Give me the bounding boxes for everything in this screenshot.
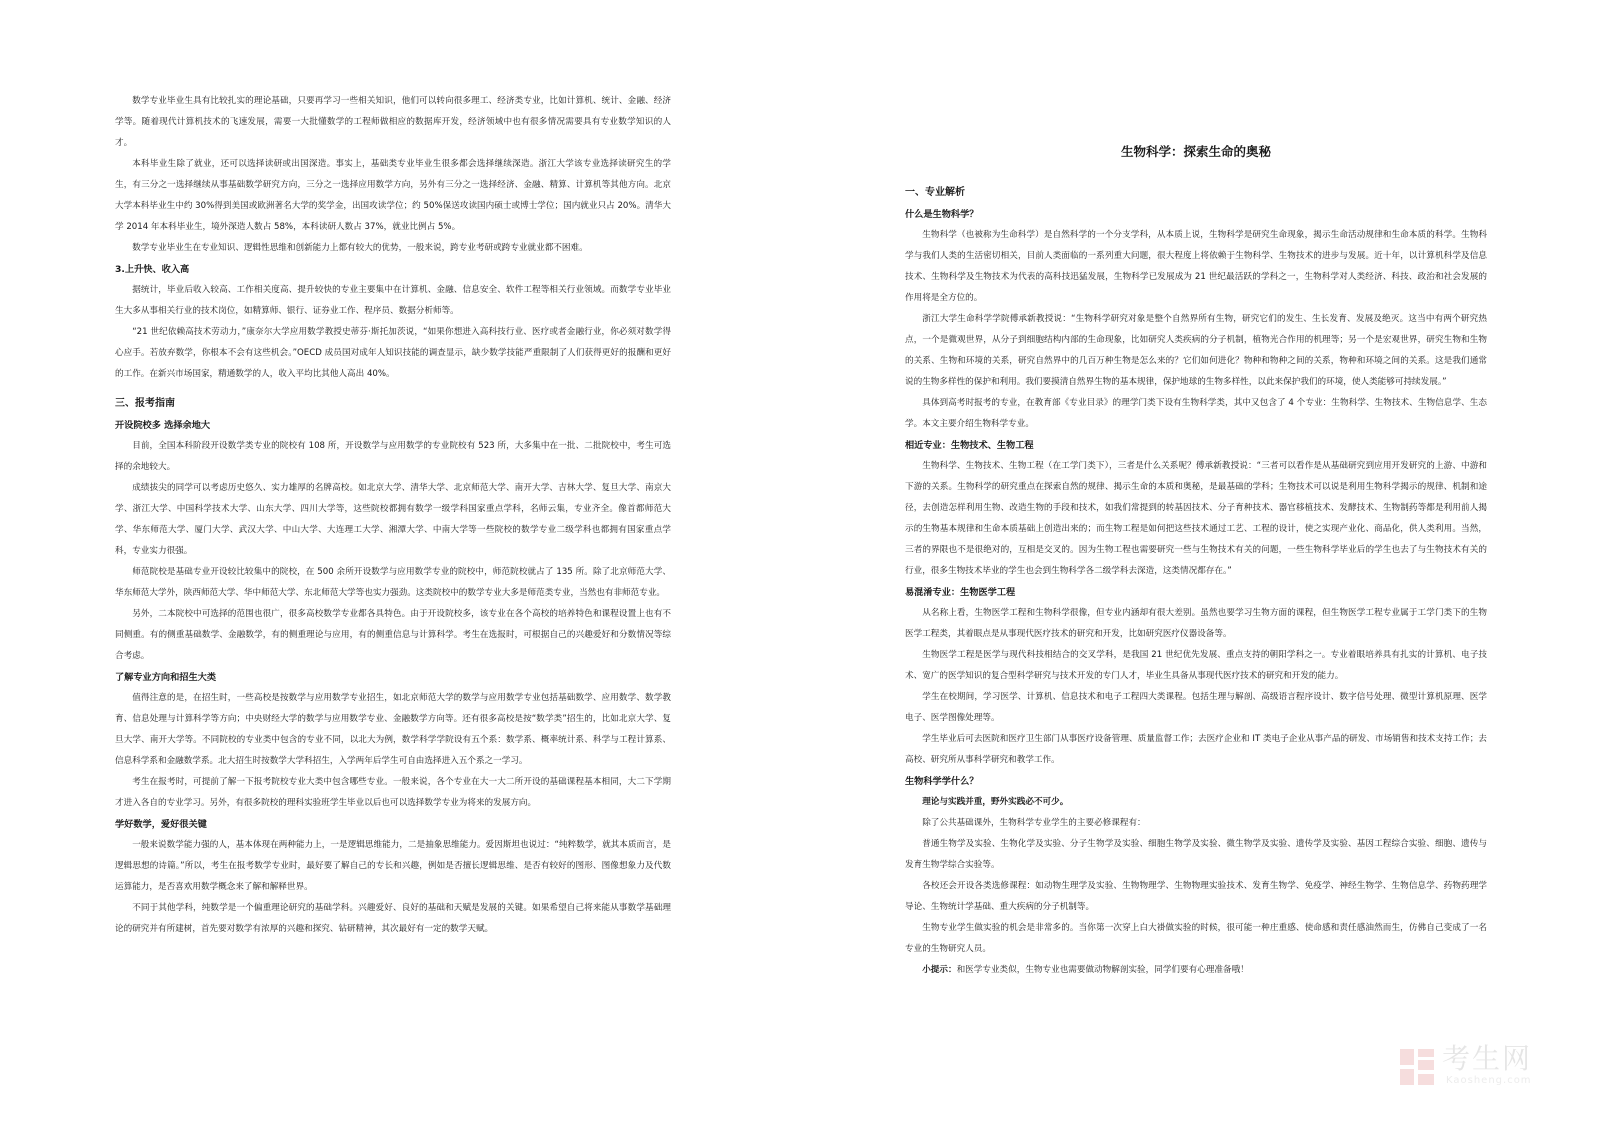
paragraph: 生物科学（也被称为生命科学）是自然科学的一个分支学科，从本质上说，生物科学是研究生命现象，揭示生命活动规律和生命本质的科学。生物科学与我们人类的生活密切相关，目前人类面临的一系列重大问题，很大程度上将依赖于生物科学、生物技术的进步与发展。近十年，以计算机科学及信息技术、生物科学及生物技术为代表的高科技迅猛发展，生物科学已发展成为 21 世纪最活跃的学科之一，生物科学对人类经济、科技、政治和社会发展的作用将是全方位的。: [905, 230, 1487, 303]
subheading-related: 相近专业：生物技术、生物工程: [905, 440, 1034, 451]
watermark-text: 考生网: [1442, 1042, 1533, 1075]
subheading-schools: 开设院校多 选择余地大: [115, 420, 211, 431]
section-heading-income: 3.上升快、收入高: [115, 264, 190, 275]
paragraph: “21 世纪依赖高技术劳动力，”康奈尔大学应用数学教授史蒂芬·斯托加茨说，“如果你想进入高科技行业、医疗或者金融行业，你必须对数学得心应手。若放弃数学，你根本不会有这些机会。”OECD 成员国对成年人知识技能的调查显示，缺少数学技能严重限制了人们获得更好的报酬和更好的工作。在新兴市场国家，精通数学的人，收入平均比其他人高出 40%。: [115, 327, 671, 379]
paragraph: 除了公共基础课外，生物科学专业学生的主要必修课程有：: [922, 818, 1146, 828]
subheading-confuse: 易混淆专业：生物医学工程: [905, 587, 1016, 598]
paragraph: 数学专业毕业生在专业知识、逻辑性思维和创新能力上都有较大的优势，一般来说，跨专业考研或跨专业就业都不困难。: [132, 243, 588, 253]
left-column: [115, 0, 671, 940]
watermark-url: Kaosheng.com: [1446, 1075, 1532, 1086]
paragraph: 从名称上看，生物医学工程和生物科学很像，但专业内涵却有很大差别。虽然也要学习生物方面的课程，但生物医学工程专业属于工学门类下的生物医学工程类，其着眼点是从事现代医疗技术的研究和开发，比如研究医疗仪器设备等。: [905, 608, 1487, 639]
paragraph: 值得注意的是，在招生时，一些高校是按数学与应用数学专业招生，如北京师范大学的数学与应用数学专业包括基础数学、应用数学、数学教育、信息处理与计算科学等方向；中央财经大学的数学与应用数学专业、金融数学方向等。还有很多高校是按“数学类”招生的，比如北京大学、复旦大学、南开大学等。不同院校的专业类中包含的专业不同，以北大为例，数学科学学院设有五个系：数学系、概率统计系、科学与工程计算系、信息科学系和金融数学系。北大招生时按数学大学科招生，入学两年后学生可自由选择进入五个系之一学习。: [115, 693, 671, 766]
paragraph: 成绩拔尖的同学可以考虑历史悠久、实力雄厚的名牌高校。如北京大学、清华大学、北京师范大学、南开大学、吉林大学、复旦大学、南京大学、浙江大学、中国科学技术大学、山东大学、四川大学等，这些院校都拥有数学一级学科国家重点学科，名师云集，专业齐全。像首都师范大学、华东师范大学、厦门大学、武汉大学、中山大学、大连理工大学、湘潭大学、中南大学等一些院校的数学专业二级学科也都拥有国家重点学科，专业实力很强。: [115, 483, 671, 556]
paragraph-emphasis: 理论与实践并重，野外实践必不可少。: [922, 797, 1069, 807]
paragraph: 生物医学工程是医学与现代科技相结合的交叉学科，是我国 21 世纪优先发展、重点支持的朝阳学科之一。专业着眼培养具有扎实的计算机、电子技术、宽广的医学知识的复合型科学研究与技术开发的专门人才，毕业生具备从事现代医疗技术的研究和开发的能力。: [905, 650, 1487, 681]
paragraph: 具体到高考时报考的专业，在教育部《专业目录》的理学门类下设有生物科学类，其中又包含了 4 个专业：生物科学、生物技术、生物信息学、生态学。本文主要介绍生物科学专业。: [905, 398, 1487, 429]
paragraph: 生物专业学生做实验的机会是非常多的。当你第一次穿上白大褂做实验的时候，很可能一种庄重感、使命感和责任感油然而生，仿佛自己变成了一名专业的生物研究人员。: [905, 923, 1487, 954]
paragraph: 数学专业毕业生具有比较扎实的理论基础，只要再学习一些相关知识，他们可以转向很多理工、经济类专业，比如计算机、统计、金融、经济学等。随着现代计算机技术的飞速发展，需要一大批懂数学的工程师做相应的数据库开发，经济领域中也有很多情况需要具有专业数学知识的人才。: [115, 96, 671, 148]
watermark: [1398, 1043, 1578, 1091]
subheading-what: 什么是生物科学？: [905, 209, 979, 220]
subheading-enroll: 了解专业方向和招生大类: [115, 672, 217, 683]
section-heading-guide: 三、报考指南: [115, 398, 175, 409]
spacer: [115, 385, 671, 393]
paragraph: 据统计，毕业后收入较高、工作相关度高、提升较快的专业主要集中在计算机、金融、信息安全、软件工程等相关行业领域。而数学专业毕业生大多从事相关行业的技术岗位，如精算师、银行、证券业工作、程序员、数据分析师等。: [115, 285, 671, 316]
right-column: [905, 0, 1487, 981]
kaosheng-logo-icon: [1398, 1047, 1436, 1087]
paragraph: 普通生物学及实验、生物化学及实验、分子生物学及实验、细胞生物学及实验、微生物学及实验、遗传学及实验、基因工程综合实验、细胞、遗传与发育生物学综合实验等。: [905, 839, 1487, 870]
subheading-study: 生物科学学什么？: [905, 776, 979, 787]
paragraph: 本科毕业生除了就业，还可以选择读研或出国深造。事实上，基础类专业毕业生很多都会选择继续深造。浙江大学该专业选择读研究生的学生，有三分之一选择继续从事基础数学研究方向，三分之一选择应用数学方向，另外有三分之一选择经济、金融、精算、计算机等其他方向。北京大学本科毕业生中约 30%得到美国或欧洲著名大学的奖学金，出国攻读学位；约 50%保送攻读国内硕士或博士学位；国内就业只占 20%。清华大学 2014 年本科毕业生，境外深造人数占 58%，本科读研人数占 37%，就业比例占 5%。: [115, 159, 671, 232]
paragraph: 浙江大学生命科学学院傅承新教授说：“生物科学研究对象是整个自然界所有生物，研究它们的发生、生长发育、发展及绝灭。这当中有两个研究热点，一个是微观世界，从分子到细胞结构内部的生命现象，比如研究人类疾病的分子机制，植物光合作用的机理等；另一个是宏观世界，研究生物和生物的关系、生物和环境的关系，研究自然界中的几百万种生物是怎么来的？它们如何进化？物种和物种之间的关系，物种和环境之间的关系。这是我们通常说的生物多样性的保护和利用。我们要摸清自然界生物的基本规律，保护地球的生物多样性，以此来保护我们的环境，使人类能够可持续发展。”: [905, 314, 1487, 387]
subheading-interest: 学好数学，爱好很关键: [115, 819, 207, 830]
tip-label: 小提示：: [922, 965, 957, 975]
paragraph: 不同于其他学科，纯数学是一个偏重理论研究的基础学科。兴趣爱好、良好的基础和天赋是发展的关键。如果希望自己将来能从事数学基础理论的研究并有所建树，首先要对数学有浓厚的兴趣和探究、钻研精神，其次最好有一定的数学天赋。: [115, 903, 671, 934]
paragraph: 学生在校期间，学习医学、计算机、信息技术和电子工程四大类课程。包括生理与解剖、高级语言程序设计、数字信号处理、微型计算机原理、医学电子、医学图像处理等。: [905, 692, 1487, 723]
paragraph: 学生毕业后可去医院和医疗卫生部门从事医疗设备管理、质量监督工作；去医疗企业和 IT 类电子企业从事产品的研发、市场销售和技术支持工作；去高校、研究所从事科学研究和教学工作。: [905, 734, 1487, 765]
tip-paragraph: [905, 960, 1487, 981]
paragraph: 生物科学、生物技术、生物工程（在工学门类下），三者是什么关系呢？傅承新教授说：“三者可以看作是从基础研究到应用开发研究的上游、中游和下游的关系。生物科学的研究重点在探索自然的规律、揭示生命的本质和奥秘，是最基础的学科；生物技术可以说是利用生物科学揭示的规律、机制和途径，去创造怎样利用生物、改造生物的手段和技术，如我们常提到的转基因技术、分子育种技术、器官移植技术、发酵技术、生物制药等都是利用前人揭示的生物基本规律和生命本质基础上创造出来的；而生物工程是如何把这些技术通过工艺、工程的设计，使之实现产业化、商品化，供人类利用。当然，三者的界限也不是很绝对的，互相是交叉的。因为生物工程也需要研究一些与生物技术有关的问题，一些生物科学毕业后的学生也去了与生物技术有关的行业，很多生物技术毕业的学生也会到生物科学各二级学科去深造，这类情况都存在。”: [905, 461, 1487, 576]
section-heading-analysis: 一、专业解析: [905, 187, 965, 198]
paragraph: 一般来说数学能力强的人，基本体现在两种能力上，一是逻辑思维能力，二是抽象思维能力。爱因斯坦也说过：“纯粹数学，就其本质而言，是逻辑思想的诗篇。”所以，考生在报考数学专业时，最好要了解自己的专长和兴趣，例如是否擅长逻辑思维、是否有较好的图形、图像想象力及代数运算能力，是否喜欢用数学概念来了解和解释世界。: [115, 840, 671, 892]
paragraph: 考生在报考时，可提前了解一下报考院校专业大类中包含哪些专业。一般来说，各个专业在大一大二所开设的基础课程基本相同，大二下学期才进入各自的专业学习。另外，有很多院校的理科实验班学生毕业以后也可以选择数学专业为将来的发展方向。: [115, 777, 671, 808]
paragraph: 师范院校是基础专业开设较比较集中的院校，在 500 余所开设数学与应用数学专业的院校中，师范院校就占了 135 所。除了北京师范大学、华东师范大学外，陕西师范大学、华中师范大学、东北师范大学等也实力强劲。这类院校中的数学专业大多是师范类专业，当然也有非师范专业。: [115, 567, 671, 598]
paragraph: 各校还会开设各类选修课程：如动物生理学及实验、生物物理学、生物物理实验技术、发育生物学、免疫学、神经生物学、生物信息学、药物药理学导论、生物统计学基础、重大疾病的分子机制等。: [905, 881, 1487, 912]
tip-text: 和医学专业类似，生物专业也需要做动物解剖实验，同学们要有心理准备哦！: [956, 965, 1249, 975]
paragraph: 目前，全国本科阶段开设数学类专业的院校有 108 所，开设数学与应用数学的专业院校有 523 所，大多集中在一批、二批院校中，考生可选择的余地较大。: [115, 441, 671, 472]
paragraph: 另外，二本院校中可选择的范围也很广，很多高校数学专业都各具特色。由于开设院校多，该专业在各个高校的培养特色和课程设置上也有不同侧重。有的侧重基础数学、金融数学，有的侧重理论与应用，有的侧重信息与计算科学。考生在选报时，可根据自己的兴趣爱好和分数情况等综合考虑。: [115, 609, 671, 661]
article-title: 生物科学：探索生命的奥秘: [1120, 144, 1271, 159]
